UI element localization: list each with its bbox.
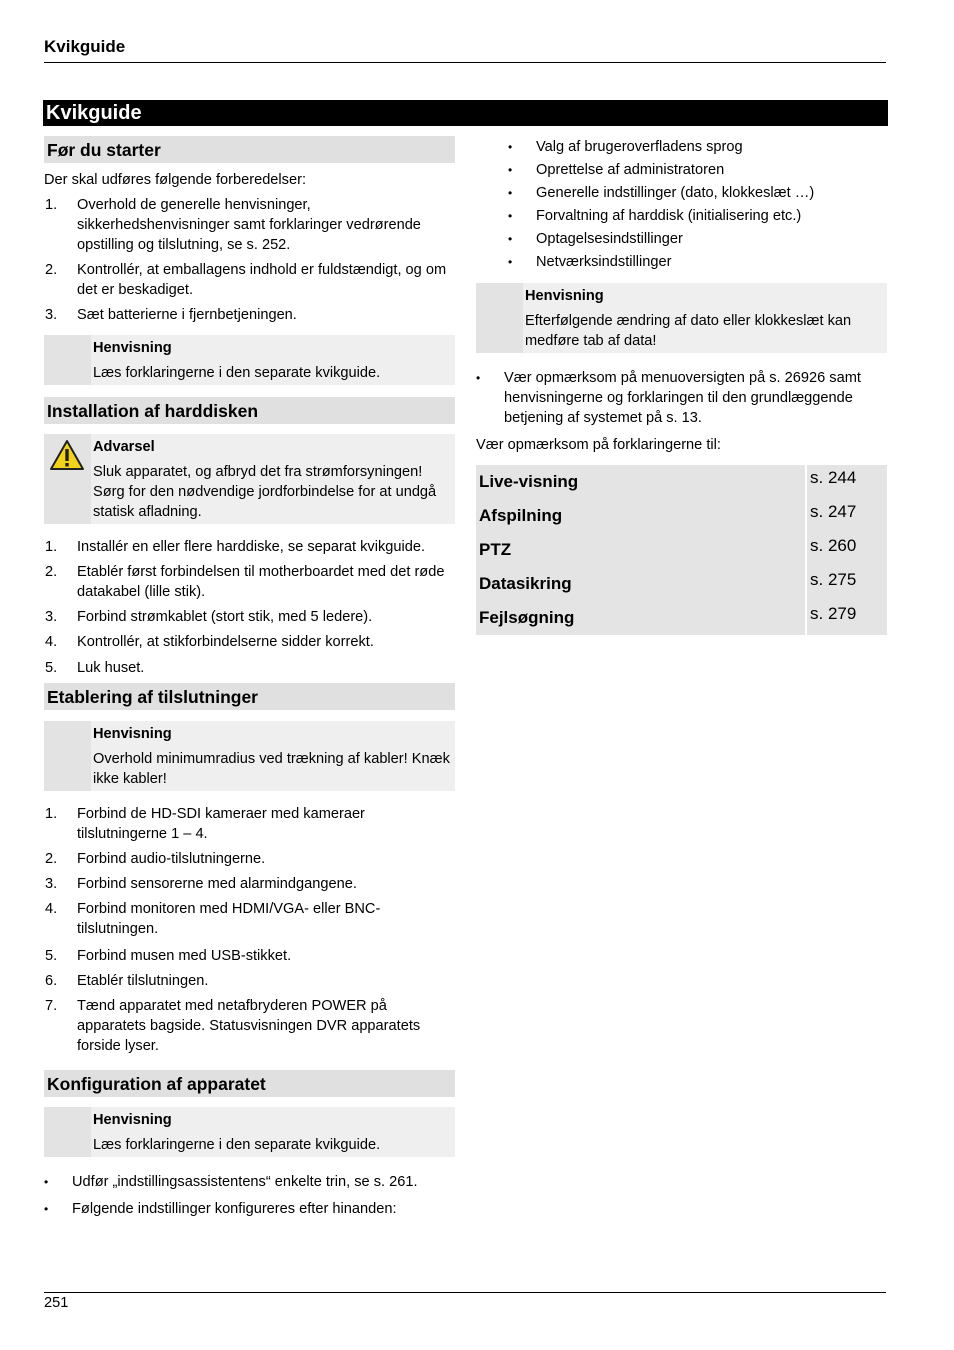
xref-name: Live-visning [479, 472, 579, 491]
list-item: 2. Kontrollér, at emballagens indhold er fuldstændigt, og om det er beskadiget. [45, 262, 447, 298]
list-item: 1. Overhold de generelle henvisninger, sikkerhedshenvisninger samt forklaringer vedrørende opstilling og tilslutning, se s. 252. [45, 197, 421, 253]
config-bullets [44, 1172, 455, 1219]
xref-page: s. 279 [810, 604, 857, 623]
running-header: Kvikguide [44, 37, 126, 56]
xref-page: s. 260 [810, 536, 857, 555]
list-item: 2. Etablér først forbindelsen til motherboardet med det røde datakabel (lille stik). [45, 564, 445, 600]
xref-name: Datasikring [479, 574, 572, 593]
list-item: 1. Installér en eller flere harddiske, se separat kvikguide. [45, 539, 425, 555]
note-title: Henvisning [525, 288, 604, 304]
steps-connections [44, 804, 455, 1056]
list-item: 5. Luk huset. [45, 660, 145, 676]
list-item: • Generelle indstillinger (dato, klokkeslæt …) [508, 185, 815, 201]
warning-triangle-icon [49, 439, 85, 471]
xref-page: s. 247 [810, 502, 857, 521]
list-item: 5. Forbind musen med USB-stikket. [45, 948, 292, 964]
left-column [44, 136, 455, 1219]
chapter-title-band [43, 100, 888, 126]
note-side [44, 335, 91, 385]
list-item: 1. Forbind de HD-SDI kameraer med kameraer tilslutningerne 1 – 4. [45, 806, 365, 842]
list-item: 3. Forbind sensorerne med alarmindgangene. [45, 876, 357, 892]
settings-bullets [508, 137, 887, 272]
intro-text: Der skal udføres følgende forberedelser: [44, 172, 306, 188]
warning-text: Sluk apparatet, og afbryd det fra strømforsyningen! [93, 464, 423, 480]
reference-bullet [476, 368, 887, 428]
header-rule [44, 62, 886, 63]
xref-name: PTZ [479, 540, 512, 559]
section-heading-hdd: Installation af harddisken [44, 397, 455, 424]
note-box [476, 283, 887, 353]
xref-page: s. 275 [810, 570, 857, 589]
note-title: Henvisning [93, 1112, 172, 1128]
note-text: Læs forklaringerne i den separate kvikguide. [93, 1137, 381, 1153]
right-column [476, 136, 887, 635]
xref-page: s. 244 [810, 468, 857, 487]
xref-name: Afspilning [479, 506, 563, 525]
note-box [44, 721, 455, 791]
section-heading-configuration: Konfiguration af apparatet [44, 1070, 455, 1097]
warning-title: Advarsel [93, 439, 155, 455]
list-item: • Valg af brugeroverfladens sprog [508, 139, 743, 155]
note-title: Henvisning [93, 726, 172, 742]
list-item: 6. Etablér tilslutningen. [45, 973, 209, 989]
warning-box [44, 434, 455, 524]
list-item: • Vær opmærksom på menuoversigten på s. 26926 samt henvisningerne og forklaringen til den grundlæggende betjening af systemet på s. 13. [476, 370, 861, 426]
list-item: 2. Forbind audio-tilslutningerne. [45, 851, 266, 867]
section-heading-before-start: Før du starter [44, 136, 455, 163]
list-item: 7. Tænd apparatet med netafbryderen POWER på apparatets bagside. Statusvisningen DVR apparatets forside lyser. [45, 998, 421, 1054]
list-item: • Følgende indstillinger konfigureres efter hinanden: [44, 1201, 397, 1217]
list-item: • Oprettelse af administratoren [508, 162, 725, 178]
note-box [44, 335, 455, 385]
note-text: Læs forklaringerne i den separate kvikguide. [93, 365, 381, 381]
warning-text: Sørg for den nødvendige jordforbindelse for at undgå statisk afladning. [93, 484, 437, 520]
section-heading-connections: Etablering af tilslutninger [44, 683, 455, 710]
list-item: • Optagelsesindstillinger [508, 231, 683, 247]
steps-before-start [44, 195, 455, 325]
reference-intro: Vær opmærksom på forklaringerne til: [476, 437, 721, 453]
page-number: 251 [44, 1295, 69, 1311]
note-box [44, 1107, 455, 1157]
list-item: 3. Sæt batterierne i fjernbetjeningen. [45, 307, 297, 323]
note-text: Overhold minimumradius ved trækning af kabler! Knæk ikke kabler! [93, 751, 450, 787]
list-item: • Forvaltning af harddisk (initialisering etc.) [508, 208, 802, 224]
list-item: • Netværksindstillinger [508, 254, 672, 270]
list-item: 3. Forbind strømkablet (stort stik, med 5 ledere). [45, 609, 373, 625]
note-text: Efterfølgende ændring af dato eller klokkeslæt kan medføre tab af data! [525, 313, 852, 349]
steps-hdd [44, 537, 455, 678]
note-title: Henvisning [93, 340, 172, 356]
cross-reference-table [476, 465, 887, 635]
list-item: 4. Kontrollér, at stikforbindelserne sidder korrekt. [45, 634, 374, 650]
chapter-title: Kvikguide [46, 102, 142, 124]
footer-rule [44, 1292, 886, 1293]
list-item: • Udfør „indstillingsassistentens“ enkelte trin, se s. 261. [44, 1174, 418, 1190]
xref-name: Fejlsøgning [479, 608, 575, 627]
list-item: 4. Forbind monitoren med HDMI/VGA- eller BNC-tilslutningen. [45, 901, 381, 937]
